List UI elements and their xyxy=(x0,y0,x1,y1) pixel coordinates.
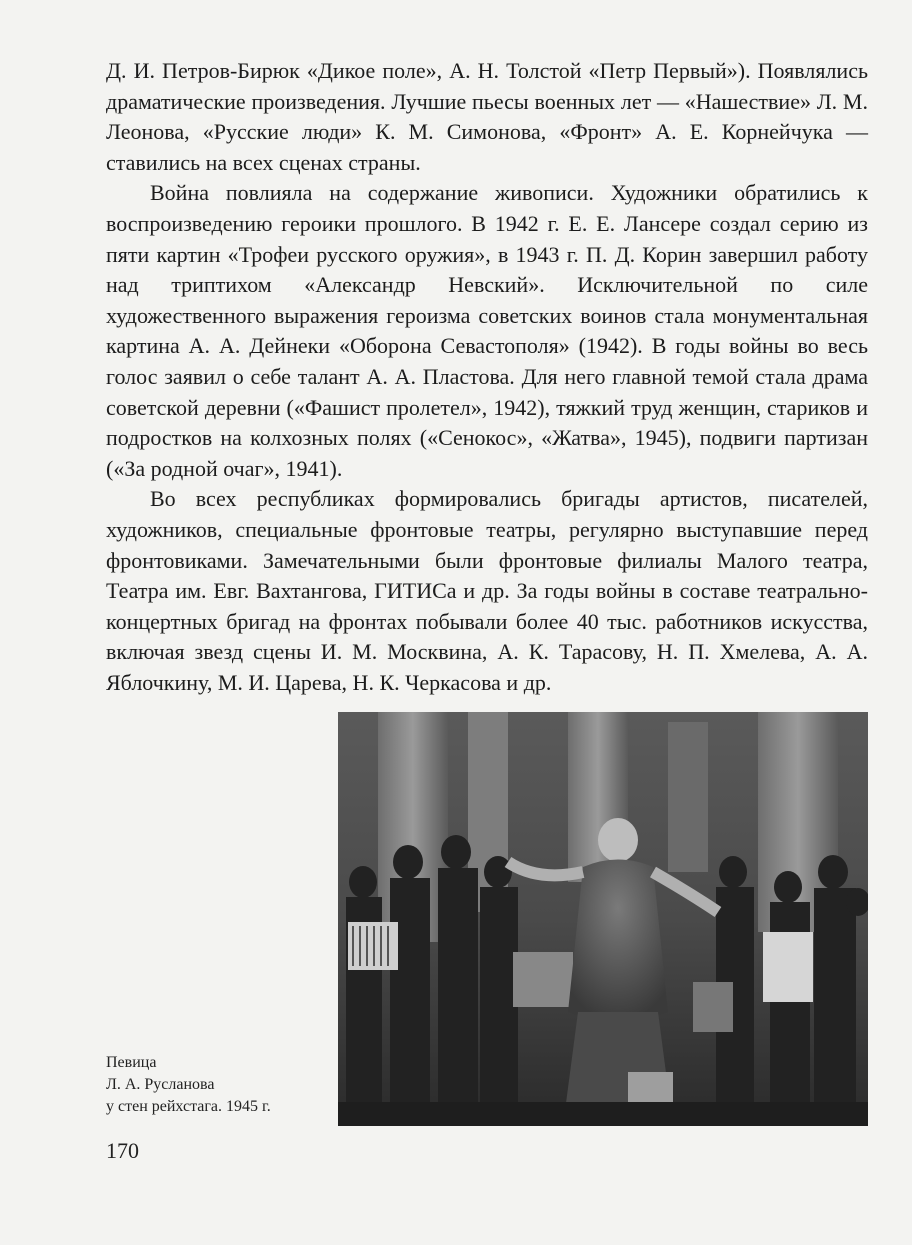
caption-line-1: Певица xyxy=(106,1054,157,1071)
photo-caption xyxy=(106,1052,326,1118)
paragraph-1: Д. И. Петров-Бирюк «Дикое поле», А. Н. Толстой «Петр Первый»). Появлялись драматические произведения. Лучшие пьесы военных лет — «Нашествие» Л. М. Леонова, «Русские люди» К. М. Симонова, «Фронт» А. Е. Корнейчука — ставились на всех сценах страны. xyxy=(106,58,868,175)
paragraph-3: Во всех республиках формировались бригады артистов, писателей, художников, специальные фронтовые театры, регулярно выступавшие перед фронтовиками. Замечательными были фронтовые филиалы Малого театра, Театра им. Евг. Вахтангова, ГИТИСа и др. За годы войны в составе театрально-концертных бригад на фронтах побывали более 40 тыс. работников искусства, включая звезд сцены И. М. Москвина, А. К. Тарасову, Н. П. Хмелева, А. А. Яблочкину, М. И. Царева, Н. К. Черкасова и др. xyxy=(106,486,868,695)
photo-ruslanova-reichstag xyxy=(338,712,868,1126)
caption-line-2: Л. А. Русланова xyxy=(106,1076,215,1093)
paragraph-2: Война повлияла на содержание живописи. Художники обратились к воспроизведению героики прошлого. В 1942 г. Е. Е. Лансере создал серию из пяти картин «Трофеи русского оружия», в 1943 г. П. Д. Корин завершил работу над триптихом «Александр Невский». Исключительной по силе художественного выражения героизма советских воинов стала монументальная картина А. А. Дейнеки «Оборона Севастополя» (1942). В годы войны во весь голос заявил о себе талант А. А. Пластова. Для него главной темой стала драма советской деревни («Фашист пролетел», 1942), тяжкий труд женщин, стариков и подростков на колхозных полях («Сенокос», «Жатва», 1945), подвиги партизан («За родной очаг», 1941). xyxy=(106,180,868,481)
page-number: 170 xyxy=(106,1138,139,1163)
body-text xyxy=(106,56,868,698)
caption-line-3: у стен рейхстага. 1945 г. xyxy=(106,1098,271,1115)
photo-illustration xyxy=(338,712,868,1126)
